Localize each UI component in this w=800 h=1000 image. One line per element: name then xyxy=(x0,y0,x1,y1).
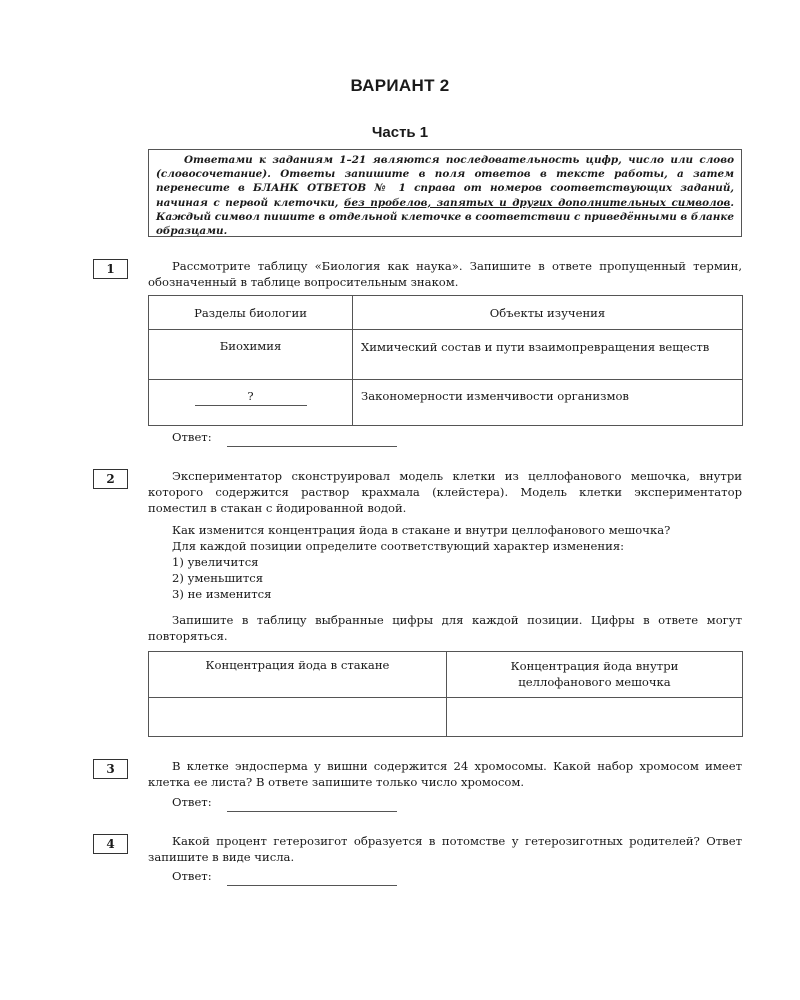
instructions-box xyxy=(148,149,742,237)
missing-term-cell[interactable] xyxy=(149,380,353,426)
task-number-2: 2 xyxy=(93,469,128,489)
answer-cell-bag[interactable] xyxy=(447,698,743,737)
answer-cell-glass[interactable] xyxy=(149,698,447,737)
task-2-table xyxy=(148,651,743,737)
task-2-table-instruction xyxy=(148,612,742,644)
answer-field-1[interactable] xyxy=(227,446,397,447)
table-cell: Биохимия xyxy=(149,330,353,380)
table-row xyxy=(149,380,743,426)
part-title: Часть 1 xyxy=(371,124,429,141)
table-header-sections: Разделы биологии xyxy=(149,296,353,330)
task-4-question: Какой процент гетерозигот образуется в потомстве у гетерозиготных родителей? Ответ запишите в виде числа. xyxy=(148,834,742,865)
option-1: 1) увеличится xyxy=(172,555,259,569)
instructions-text-end: . Каждый символ пишите в отдельной клеточке в соответствии с приведёнными в бланке образцами. xyxy=(156,196,734,238)
task-3-text xyxy=(148,758,742,790)
task-2-text xyxy=(148,468,742,517)
answer-label-3: Ответ: xyxy=(172,795,212,809)
answer-label-1: Ответ: xyxy=(172,430,212,444)
missing-term-blank: ? xyxy=(195,389,307,406)
task-1-question: Рассмотрите таблицу «Биология как наука». Запишите в ответе пропущенный термин, обозначенный в таблице вопросительным знаком. xyxy=(148,259,742,290)
option-2: 2) уменьшится xyxy=(172,571,264,585)
table-header-bag: Концентрация йода внутри целлофанового мешочка xyxy=(447,652,743,698)
task-2-question: Как изменится концентрация йода в стакане и внутри целлофанового мешочка? xyxy=(172,523,671,537)
task-number-4: 4 xyxy=(93,834,128,854)
task-4-text xyxy=(148,833,742,865)
instructions-underlined: без пробелов, запятых и других дополнительных символов xyxy=(343,196,731,209)
table-header-objects: Объекты изучения xyxy=(353,296,743,330)
task-2-intro: Экспериментатор сконструировал модель клетки из целлофанового мешочка, внутри которого содержится раствор крахмала (клейстера). Модель клетки экспериментатор поместил в стакан с йодированной водой. xyxy=(148,469,742,516)
table-cell: Закономерности изменчивости организмов xyxy=(353,380,743,426)
instructions-text xyxy=(156,154,734,237)
table-instruction-text: Запишите в таблицу выбранные цифры для каждой позиции. Цифры в ответе могут повторяться. xyxy=(148,613,742,644)
answer-field-4[interactable] xyxy=(227,885,397,886)
answer-field-3[interactable] xyxy=(227,811,397,812)
instructions-text-start: Ответами к заданиям 1–21 являются последовательность цифр, число или слово (словосочетание). Ответы запишите в поля ответов в тексте работы, а затем перенесите в БЛАНК ОТВЕТОВ № 1 справа от номеров соответствующих заданий, начиная с первой клеточки, xyxy=(156,154,734,209)
task-2-prompt: Для каждой позиции определите соответствующий характер изменения: xyxy=(172,539,625,553)
table-header-glass: Концентрация йода в стакане xyxy=(149,652,447,698)
answer-label-4: Ответ: xyxy=(172,869,212,883)
task-number-3: 3 xyxy=(93,759,128,779)
task-number-1: 1 xyxy=(93,259,128,279)
option-3: 3) не изменится xyxy=(172,587,272,601)
task-3-question: В клетке эндосперма у вишни содержится 24 хромосомы. Какой набор хромосом имеет клетка ее листа? В ответе запишите только число хромосом. xyxy=(148,759,742,790)
task-1-text xyxy=(148,258,742,290)
table-cell: Химический состав и пути взаимопревращения веществ xyxy=(353,330,743,380)
variant-title: ВАРИАНТ 2 xyxy=(350,76,450,95)
table-row xyxy=(149,330,743,380)
task-1-table xyxy=(148,295,743,426)
